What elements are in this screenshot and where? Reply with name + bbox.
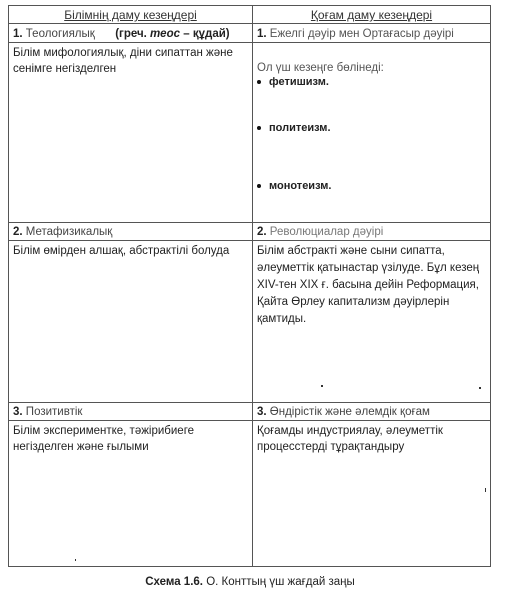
row1-right-item-1: фетишизм.: [257, 76, 329, 88]
caption-text: О. Конттың үш жағдай заңы: [206, 576, 355, 588]
row1-right-title: [257, 26, 454, 42]
row3-left-title: [13, 404, 82, 420]
row2-title-divider: [9, 240, 490, 241]
header-knowledge-stages: Білімнің даму кезеңдері: [64, 8, 197, 22]
scan-speck: [485, 488, 486, 492]
row1-left-note-suffix: – құдай): [183, 28, 230, 40]
row1-right-item-2: политеизм.: [257, 122, 331, 134]
row2-right-body: Білім абстракті және сыни сипатта, әлеуметтік қатынастар үзілуде. Бұл кезең XIV-тен XIX ғ. басына дейін Реформация, Қайта Өрлеу капитализм дәуірлерін қамтиды.: [257, 245, 480, 325]
caption-label: Схема 1.6.: [145, 576, 203, 588]
row1-right-stage: Ежелгі дәуір мен Ортағасыр дәуірі: [269, 28, 454, 40]
row1-left-stage: Теологиялық: [25, 28, 95, 40]
row2-left-body: Білім өмірден алшақ, абстрактілі болуда: [13, 245, 230, 257]
row3-title-divider: [9, 420, 490, 421]
bullet-icon: [257, 184, 261, 188]
row3-right-body: Қоғамды индустриялау, әлеуметтік процесстерді тұрақтандыру: [257, 425, 443, 453]
bullet-icon: [257, 126, 261, 130]
scan-speck: [479, 387, 481, 389]
row1-left-note-prefix: (греч.: [115, 28, 147, 40]
column-divider: [252, 6, 253, 566]
row2-left-title: [13, 224, 112, 240]
header-divider: [9, 23, 490, 24]
header-society-stages: Қоғам даму кезеңдері: [310, 8, 433, 22]
row1-right-item-3: монотеизм.: [257, 180, 331, 192]
row2-right-number: 2.: [257, 226, 267, 238]
row2-right-title: [257, 224, 383, 240]
row1-left-body: Білім мифологиялық, діни сипаттан және сенімге негізделген: [13, 47, 233, 75]
row3-right-stage: Өндірістік және әлемдік қоғам: [269, 406, 430, 418]
bullet-icon: [257, 80, 261, 84]
row1-divider: [9, 222, 490, 223]
row2-right-stage: Революциалар дәуірі: [269, 226, 384, 238]
row1-right-number: 1.: [257, 28, 267, 40]
row1-right-body: Ол үш кезеңге бөлінеді:: [257, 62, 384, 74]
row1-left-note-term: теос: [150, 28, 181, 40]
scan-speck: [75, 559, 76, 561]
row2-divider: [9, 402, 490, 403]
scan-speck: [321, 385, 323, 387]
row2-left-number: 2.: [13, 226, 23, 238]
row1-title-divider: [9, 42, 490, 43]
row3-right-title: [257, 404, 430, 420]
row2-left-stage: Метафизикалық: [25, 226, 113, 238]
stages-table: [8, 5, 491, 567]
row1-left-title: [13, 26, 230, 42]
row1-left-number: 1.: [13, 28, 23, 40]
row3-right-number: 3.: [257, 406, 267, 418]
row3-left-stage: Позитивтік: [25, 406, 83, 418]
row3-left-number: 3.: [13, 406, 23, 418]
row3-left-body: Білім экспериментке, тәжірибиеге негізделген және ғылыми: [13, 425, 195, 453]
figure-caption: [0, 576, 500, 588]
